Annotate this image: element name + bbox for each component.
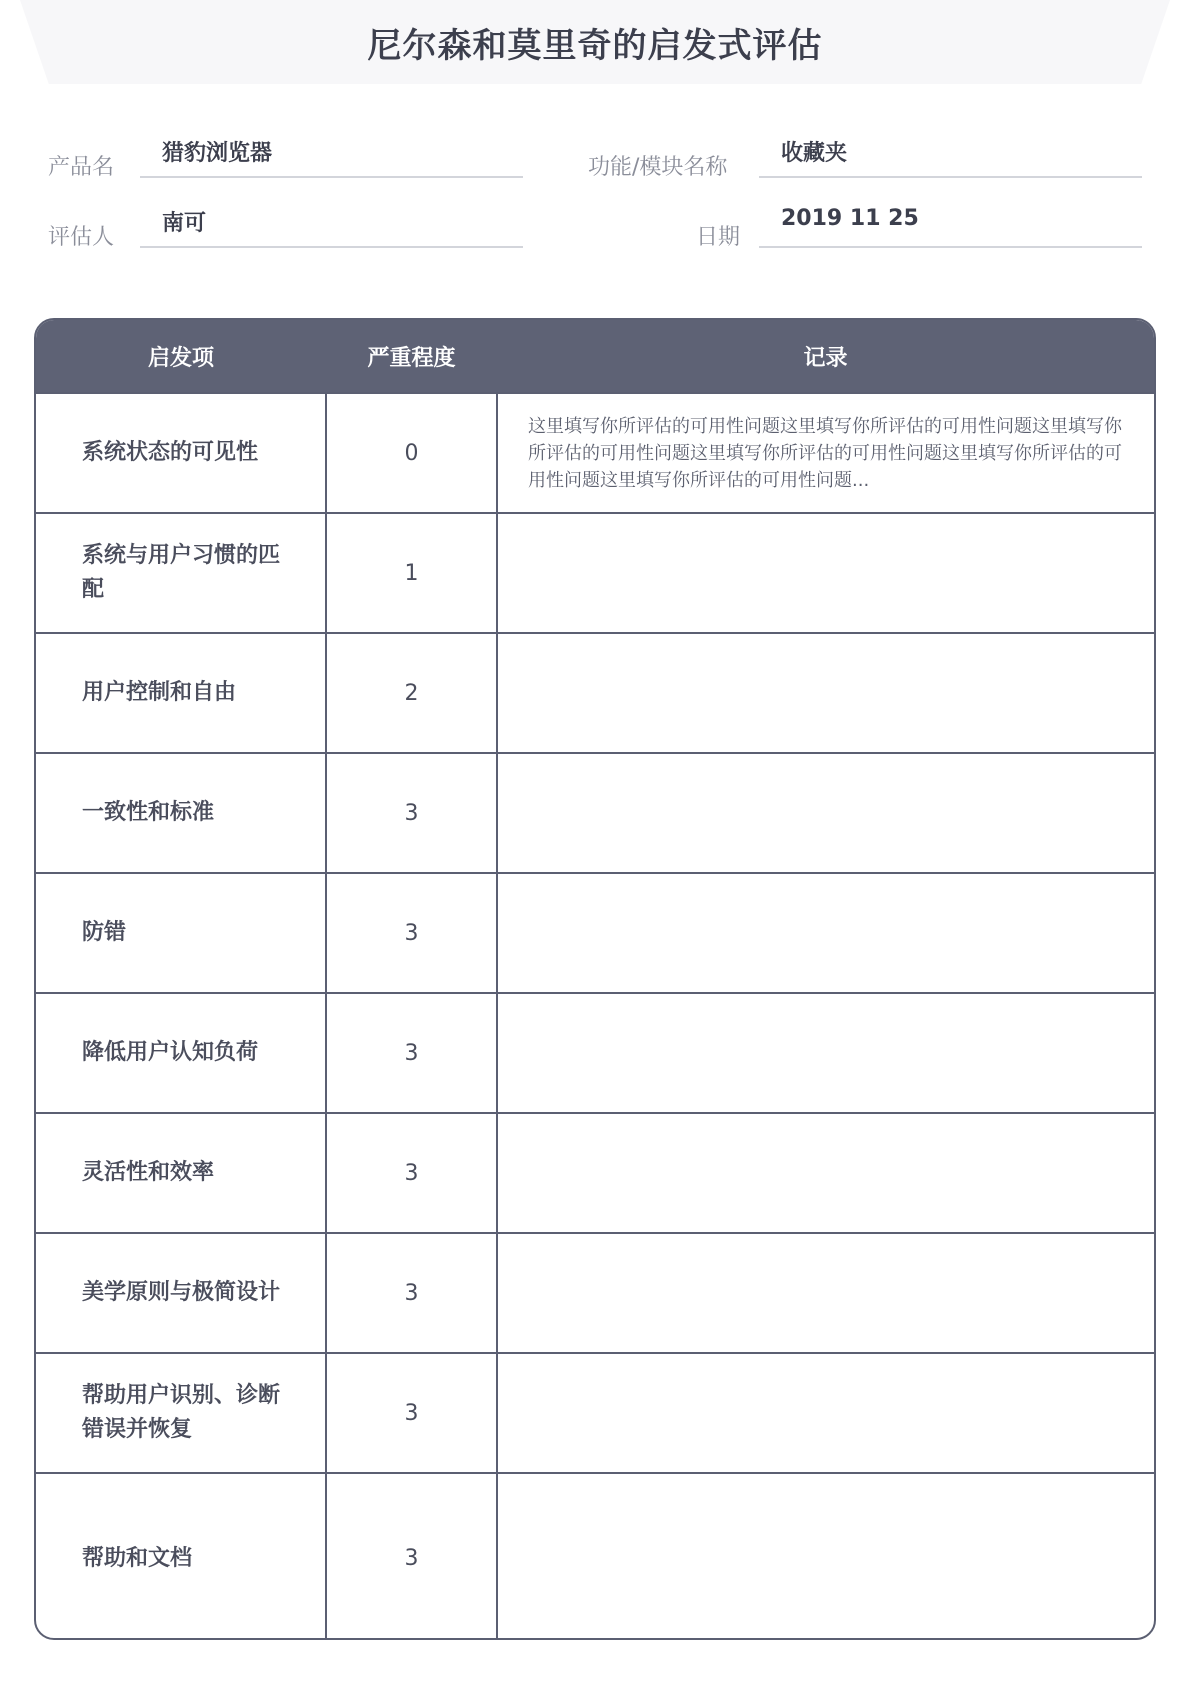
product-input[interactable] <box>140 126 523 178</box>
severity-cell[interactable]: 2 <box>326 633 497 753</box>
severity-cell[interactable]: 3 <box>326 753 497 873</box>
evaluator-value: 南可 <box>162 211 207 236</box>
severity-cell[interactable]: 3 <box>326 1353 497 1473</box>
table-row <box>36 1473 1154 1640</box>
date-field <box>588 198 1142 248</box>
notes-cell[interactable] <box>497 753 1154 873</box>
heuristic-cell: 美学原则与极简设计 <box>36 1233 326 1353</box>
heuristic-cell: 帮助和文档 <box>36 1473 326 1640</box>
page-title: 尼尔森和莫里奇的启发式评估 <box>367 26 823 66</box>
notes-cell[interactable] <box>497 513 1154 633</box>
header-severity: 严重程度 <box>326 320 497 393</box>
heuristic-cell: 系统状态的可见性 <box>36 393 326 513</box>
severity-cell[interactable]: 3 <box>326 993 497 1113</box>
notes-cell[interactable] <box>497 1473 1154 1640</box>
heuristic-table <box>34 318 1156 1640</box>
product-value: 猎豹浏览器 <box>162 141 273 166</box>
severity-cell[interactable]: 3 <box>326 1113 497 1233</box>
heuristic-cell: 灵活性和效率 <box>36 1113 326 1233</box>
heuristic-cell: 用户控制和自由 <box>36 633 326 753</box>
module-label: 功能/模块名称 <box>588 155 728 180</box>
table-row <box>36 993 1154 1113</box>
date-label: 日期 <box>696 225 741 250</box>
severity-cell[interactable]: 3 <box>326 1233 497 1353</box>
notes-cell[interactable] <box>497 633 1154 753</box>
heuristic-cell: 防错 <box>36 873 326 993</box>
table-row <box>36 753 1154 873</box>
evaluator-field <box>48 198 523 248</box>
date-value: 2019 11 25 <box>781 206 919 231</box>
heuristic-cell: 系统与用户习惯的匹配 <box>36 513 326 633</box>
evaluator-label: 评估人 <box>48 225 115 250</box>
table-row <box>36 1233 1154 1353</box>
notes-cell[interactable] <box>497 873 1154 993</box>
table-row <box>36 1113 1154 1233</box>
date-input[interactable] <box>759 196 1142 248</box>
heuristic-cell: 一致性和标准 <box>36 753 326 873</box>
notes-cell[interactable] <box>497 1113 1154 1233</box>
table-row <box>36 873 1154 993</box>
module-input[interactable] <box>759 126 1142 178</box>
table-row <box>36 513 1154 633</box>
notes-cell[interactable] <box>497 1353 1154 1473</box>
evaluator-input[interactable] <box>140 196 523 248</box>
notes-cell[interactable] <box>497 993 1154 1113</box>
heuristic-cell: 帮助用户识别、诊断错误并恢复 <box>36 1353 326 1473</box>
severity-cell[interactable]: 0 <box>326 393 497 513</box>
severity-cell[interactable]: 3 <box>326 1473 497 1640</box>
header-notes: 记录 <box>497 320 1154 393</box>
heuristic-cell: 降低用户认知负荷 <box>36 993 326 1113</box>
product-field <box>48 128 523 178</box>
table-row <box>36 633 1154 753</box>
severity-cell[interactable]: 3 <box>326 873 497 993</box>
table-row <box>36 393 1154 513</box>
product-label: 产品名 <box>48 155 115 180</box>
header-heuristic: 启发项 <box>36 320 326 393</box>
table-header-row <box>36 320 1154 393</box>
notes-cell[interactable] <box>497 1233 1154 1353</box>
table-row <box>36 1353 1154 1473</box>
notes-cell[interactable]: 这里填写你所评估的可用性问题这里填写你所评估的可用性问题这里填写你所评估的可用性问题这里填写你所评估的可用性问题这里填写你所评估的可用性问题这里填写你所评估的可用性问题... <box>497 393 1154 513</box>
module-value: 收藏夹 <box>781 141 848 166</box>
module-field <box>588 128 1142 178</box>
severity-cell[interactable]: 1 <box>326 513 497 633</box>
